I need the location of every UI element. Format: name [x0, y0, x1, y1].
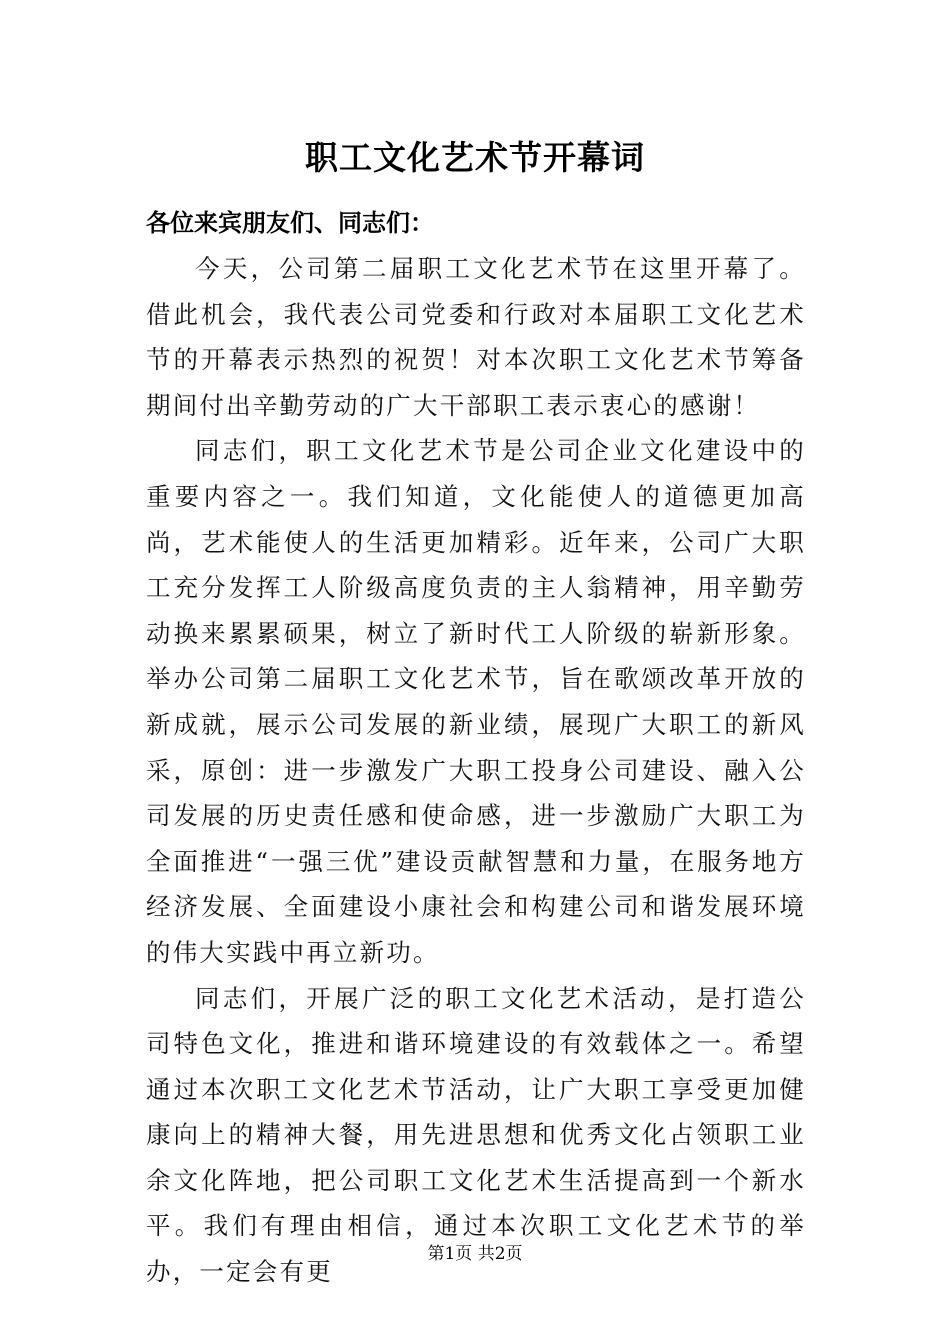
paragraph-1: 今天，公司第二届职工文化艺术节在这里开幕了。借此机会，我代表公司党委和行政对本届职工文化艺术节的开幕表示热烈的祝贺！对本次职工文化艺术节筹备期间付出辛勤劳动的广大干部职工表示衷心的感谢！ [146, 254, 806, 420]
paragraph-3: 同志们，开展广泛的职工文化艺术活动，是打造公司特色文化，推进和谐环境建设的有效载体之一。希望通过本次职工文化艺术节活动，让广大职工享受更加健康向上的精神大餐，用先进思想和优秀文化占领职工业余文化阵地，把公司职工文化艺术生活提高到一个新水平。我们有理由相信，通过本次职工文化艺术节的举办，一定会有更 [146, 983, 806, 1287]
paragraph-2: 同志们，职工文化艺术节是公司企业文化建设中的重要内容之一。我们知道，文化能使人的道德更加高尚，艺术能使人的生活更加精彩。近年来，公司广大职工充分发挥工人阶级高度负责的主人翁精神，用辛勤劳动换来累累硕果，树立了新时代工人阶级的崭新形象。举办公司第二届职工文化艺术节，旨在歌颂改革开放的新成就，展示公司发展的新业绩，展现广大职工的新风采，原创：进一步激发广大职工投身公司建设、融入公司发展的历史责任感和使命感，进一步激励广大职工为全面推进“一强三优”建设贡献智慧和力量，在服务地方经济发展、全面建设小康社会和构建公司和谐发展环境的伟大实践中再立新功。 [146, 436, 806, 967]
page-footer: 第1页 共2页 [427, 1244, 523, 1264]
salutation: 各位来宾朋友们、同志们： [146, 209, 434, 237]
page-title: 职工文化艺术节开幕词 [305, 138, 645, 177]
document-body [146, 246, 806, 1295]
